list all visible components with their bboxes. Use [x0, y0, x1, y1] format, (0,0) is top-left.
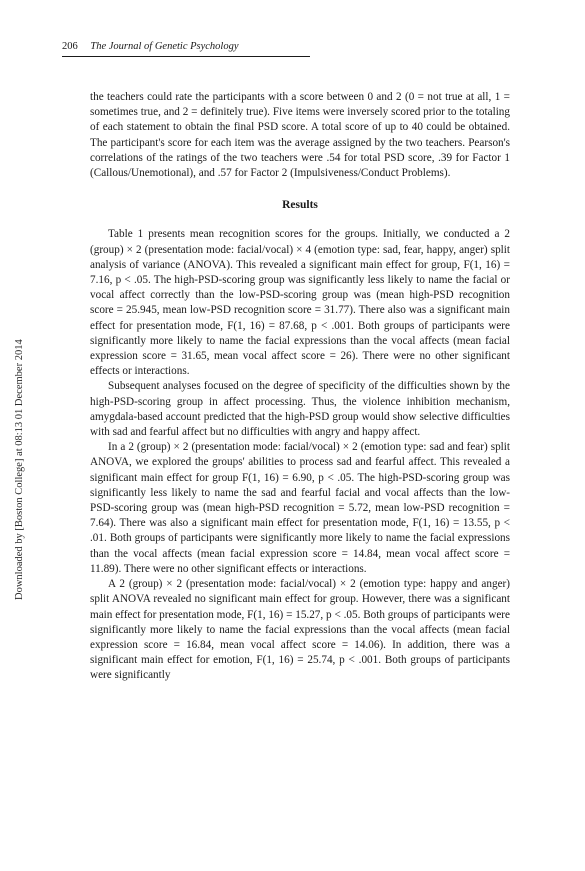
paragraph-sad-fear-anova: In a 2 (group) × 2 (presentation mode: facial/vocal) × 2 (emotion type: sad and fear) split ANOVA, we explored the groups' abilities to process sad and fearful affect. This revealed a significant main effect for group F(1, 16) = 6.90, p < .05. The high-PSD-scoring group was significantly less likely to name the sad and fearful facial and vocal affects than the low-PSD-scoring group was (mean high-PSD recognition = 5.72, mean low-PSD recognition = 7.64). There was also a significant main effect for presentation mode, F(1, 16) = 13.55, p < .01. Both groups of participants were significantly more likely to name the facial expressions than the vocal affects (mean facial expression score = 14.84, mean vocal affect score = 11.89). There were no other significant effects or interactions. — [90, 441, 510, 575]
page-number: 206 — [62, 41, 78, 52]
running-header — [62, 40, 310, 57]
paragraph-happy-anger-anova: A 2 (group) × 2 (presentation mode: facial/vocal) × 2 (emotion type: happy and anger) split ANOVA revealed no significant main effect for group. However, there was a significant main effect for presentation mode, F(1, 16) = 15.27, p < .05. Both groups of participants were significantly more likely to name the facial expressions than the vocal affects (mean facial expression score = 16.84, mean vocal affect score = 14.06). In addition, there was a significant main effect for emotion, F(1, 16) = 25.74, p < .001. Both groups of participants were significantly — [90, 578, 510, 682]
article-body — [90, 90, 510, 684]
paragraph-scoring-method: the teachers could rate the participants with a score between 0 and 2 (0 = not true at all, 1 = sometimes true, and 2 = definitely true). Five items were inversely scored prior to the totaling of each statement to obtain the final PSD score. A total score of up to 40 could be obtained. The participant's score for each item was the average assigned by the two teachers. Pearson's correlations of the ratings of the two teachers were .54 for total PSD score, .39 for Factor 1 (Callous/Unemotional), and .57 for Factor 2 (Impulsiveness/Conduct Problems). — [90, 91, 510, 180]
paragraph-specificity: Subsequent analyses focused on the degree of specificity of the difficulties shown by the high-PSD-scoring group in affect processing. Thus, the violence inhibition mechanism, amygdala-based account predicted that the high-PSD group would show selective difficulties with sad and fearful affect but no difficulties with angry and happy affect. — [90, 380, 510, 439]
section-heading-results: Results — [282, 199, 318, 212]
download-watermark: Downloaded by [Boston College] at 08:13 01 December 2014 — [14, 339, 25, 600]
paragraph-overall-anova: Table 1 presents mean recognition scores for the groups. Initially, we conducted a 2 (group) × 2 (presentation mode: facial/vocal) × 4 (emotion type: sad, fear, happy, anger) split analysis of variance (ANOVA). This revealed a significant main effect for group, F(1, 16) = 7.16, p < .05. The high-PSD-scoring group was significantly less likely to name the facial or vocal affect correctly than the low-PSD-scoring group was (mean high-PSD recognition score = 25.945, mean low-PSD recognition score = 31.77). There also was a significant main effect for presentation mode, F(1, 16) = 87.68, p < .001. Both groups of participants were significantly more likely to name the facial expressions than the vocal affects (mean facial expression score = 31.65, mean vocal affect score = 26). There were no other significant effects or interactions. — [90, 228, 510, 378]
journal-title: The Journal of Genetic Psychology — [90, 41, 239, 52]
